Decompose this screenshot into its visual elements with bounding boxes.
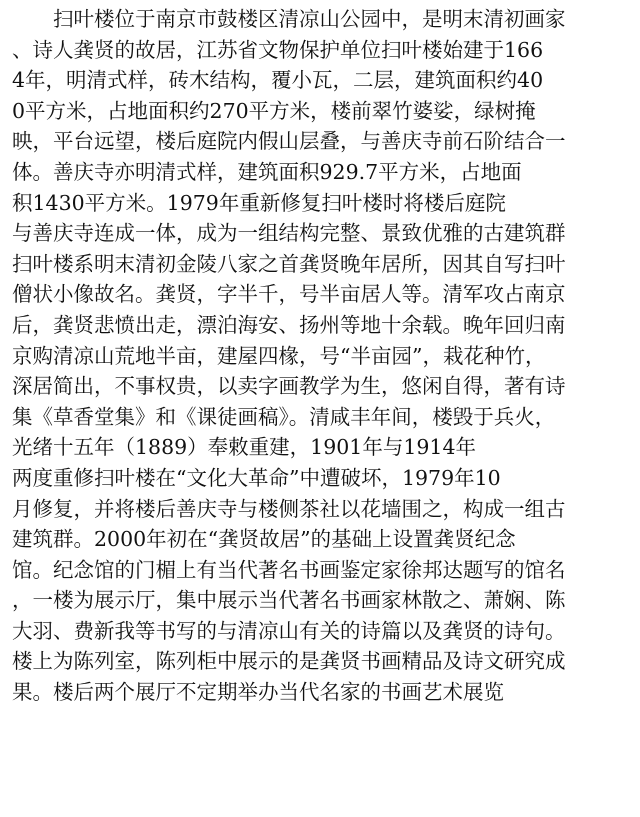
text-line: 果。楼后两个展厅不定期举办当代名家的书画艺术展览 xyxy=(12,680,504,705)
text-line: 体。善庆寺亦明清式样，建筑面积929.7平方米，占地面 xyxy=(12,159,522,184)
text-line: 楼上为陈列室，陈列柜中展示的是龚贤书画精品及诗文研究成 xyxy=(12,649,566,674)
text-line: 两度重修扫叶楼在“文化大革命”中遭破坏，1979年10 xyxy=(12,465,501,490)
text-line: 与善庆寺连成一体，成为一组结构完整、景致优雅的古建筑群 xyxy=(12,221,566,246)
text-line: 扫叶楼位于南京市鼓楼区清凉山公园中，是明末清初画家 xyxy=(12,7,566,31)
text-line: 、诗人龚贤的故居，江苏省文物保护单位扫叶楼始建于166 xyxy=(12,37,544,62)
text-line: 积1430平方米。1979年重新修复扫叶楼时将楼后庭院 xyxy=(12,190,506,215)
text-line: 月修复，并将楼后善庆寺与楼侧茶社以花墙围之，构成一组古 xyxy=(12,496,566,521)
text-line: 僧状小像故名。龚贤，字半千，号半亩居人等。清军攻占南京 xyxy=(12,282,566,307)
text-line: 建筑群。2000年初在“龚贤故居”的基础上设置龚贤纪念 xyxy=(12,527,516,552)
text-line: 集《草香堂集》和《课徒画稿》。清咸丰年间，楼毁于兵火， xyxy=(12,404,556,429)
text-line: 4年，明清式样，砖木结构，覆小瓦，二层，建筑面积约40 xyxy=(12,68,544,93)
text-line: 大羽、费新我等书写的与清凉山有关的诗篇以及龚贤的诗句。 xyxy=(12,618,566,643)
text-line: 后，龚贤悲愤出走，漂泊海安、扬州等地十余载。晚年回归南 xyxy=(12,312,566,337)
text-line: 馆。纪念馆的门楣上有当代著名书画鉴定家徐邦达题写的馆名 xyxy=(12,557,566,582)
text-line: 京购清凉山荒地半亩，建屋四椽，号“半亩园”，栽花种竹， xyxy=(12,343,546,368)
text-line: 映，平台远望，楼后庭院内假山层叠，与善庆寺前石阶结合一 xyxy=(12,129,566,154)
text-line: 深居简出，不事权贵，以卖字画教学为生，悠闲自得，著有诗 xyxy=(12,374,566,399)
text-line: 0平方米，占地面积约270平方米，楼前翠竹婆娑，绿树掩 xyxy=(12,98,536,123)
text-line: 光绪十五年（1889）奉敕重建，1901年与1914年 xyxy=(12,435,477,460)
text-line: 扫叶楼系明末清初金陵八家之首龚贤晚年居所，因其自写扫叶 xyxy=(12,251,566,276)
text-line: ，一楼为展示厅，集中展示当代著名书画家林散之、萧娴、陈 xyxy=(12,588,566,613)
document-body xyxy=(12,4,638,708)
